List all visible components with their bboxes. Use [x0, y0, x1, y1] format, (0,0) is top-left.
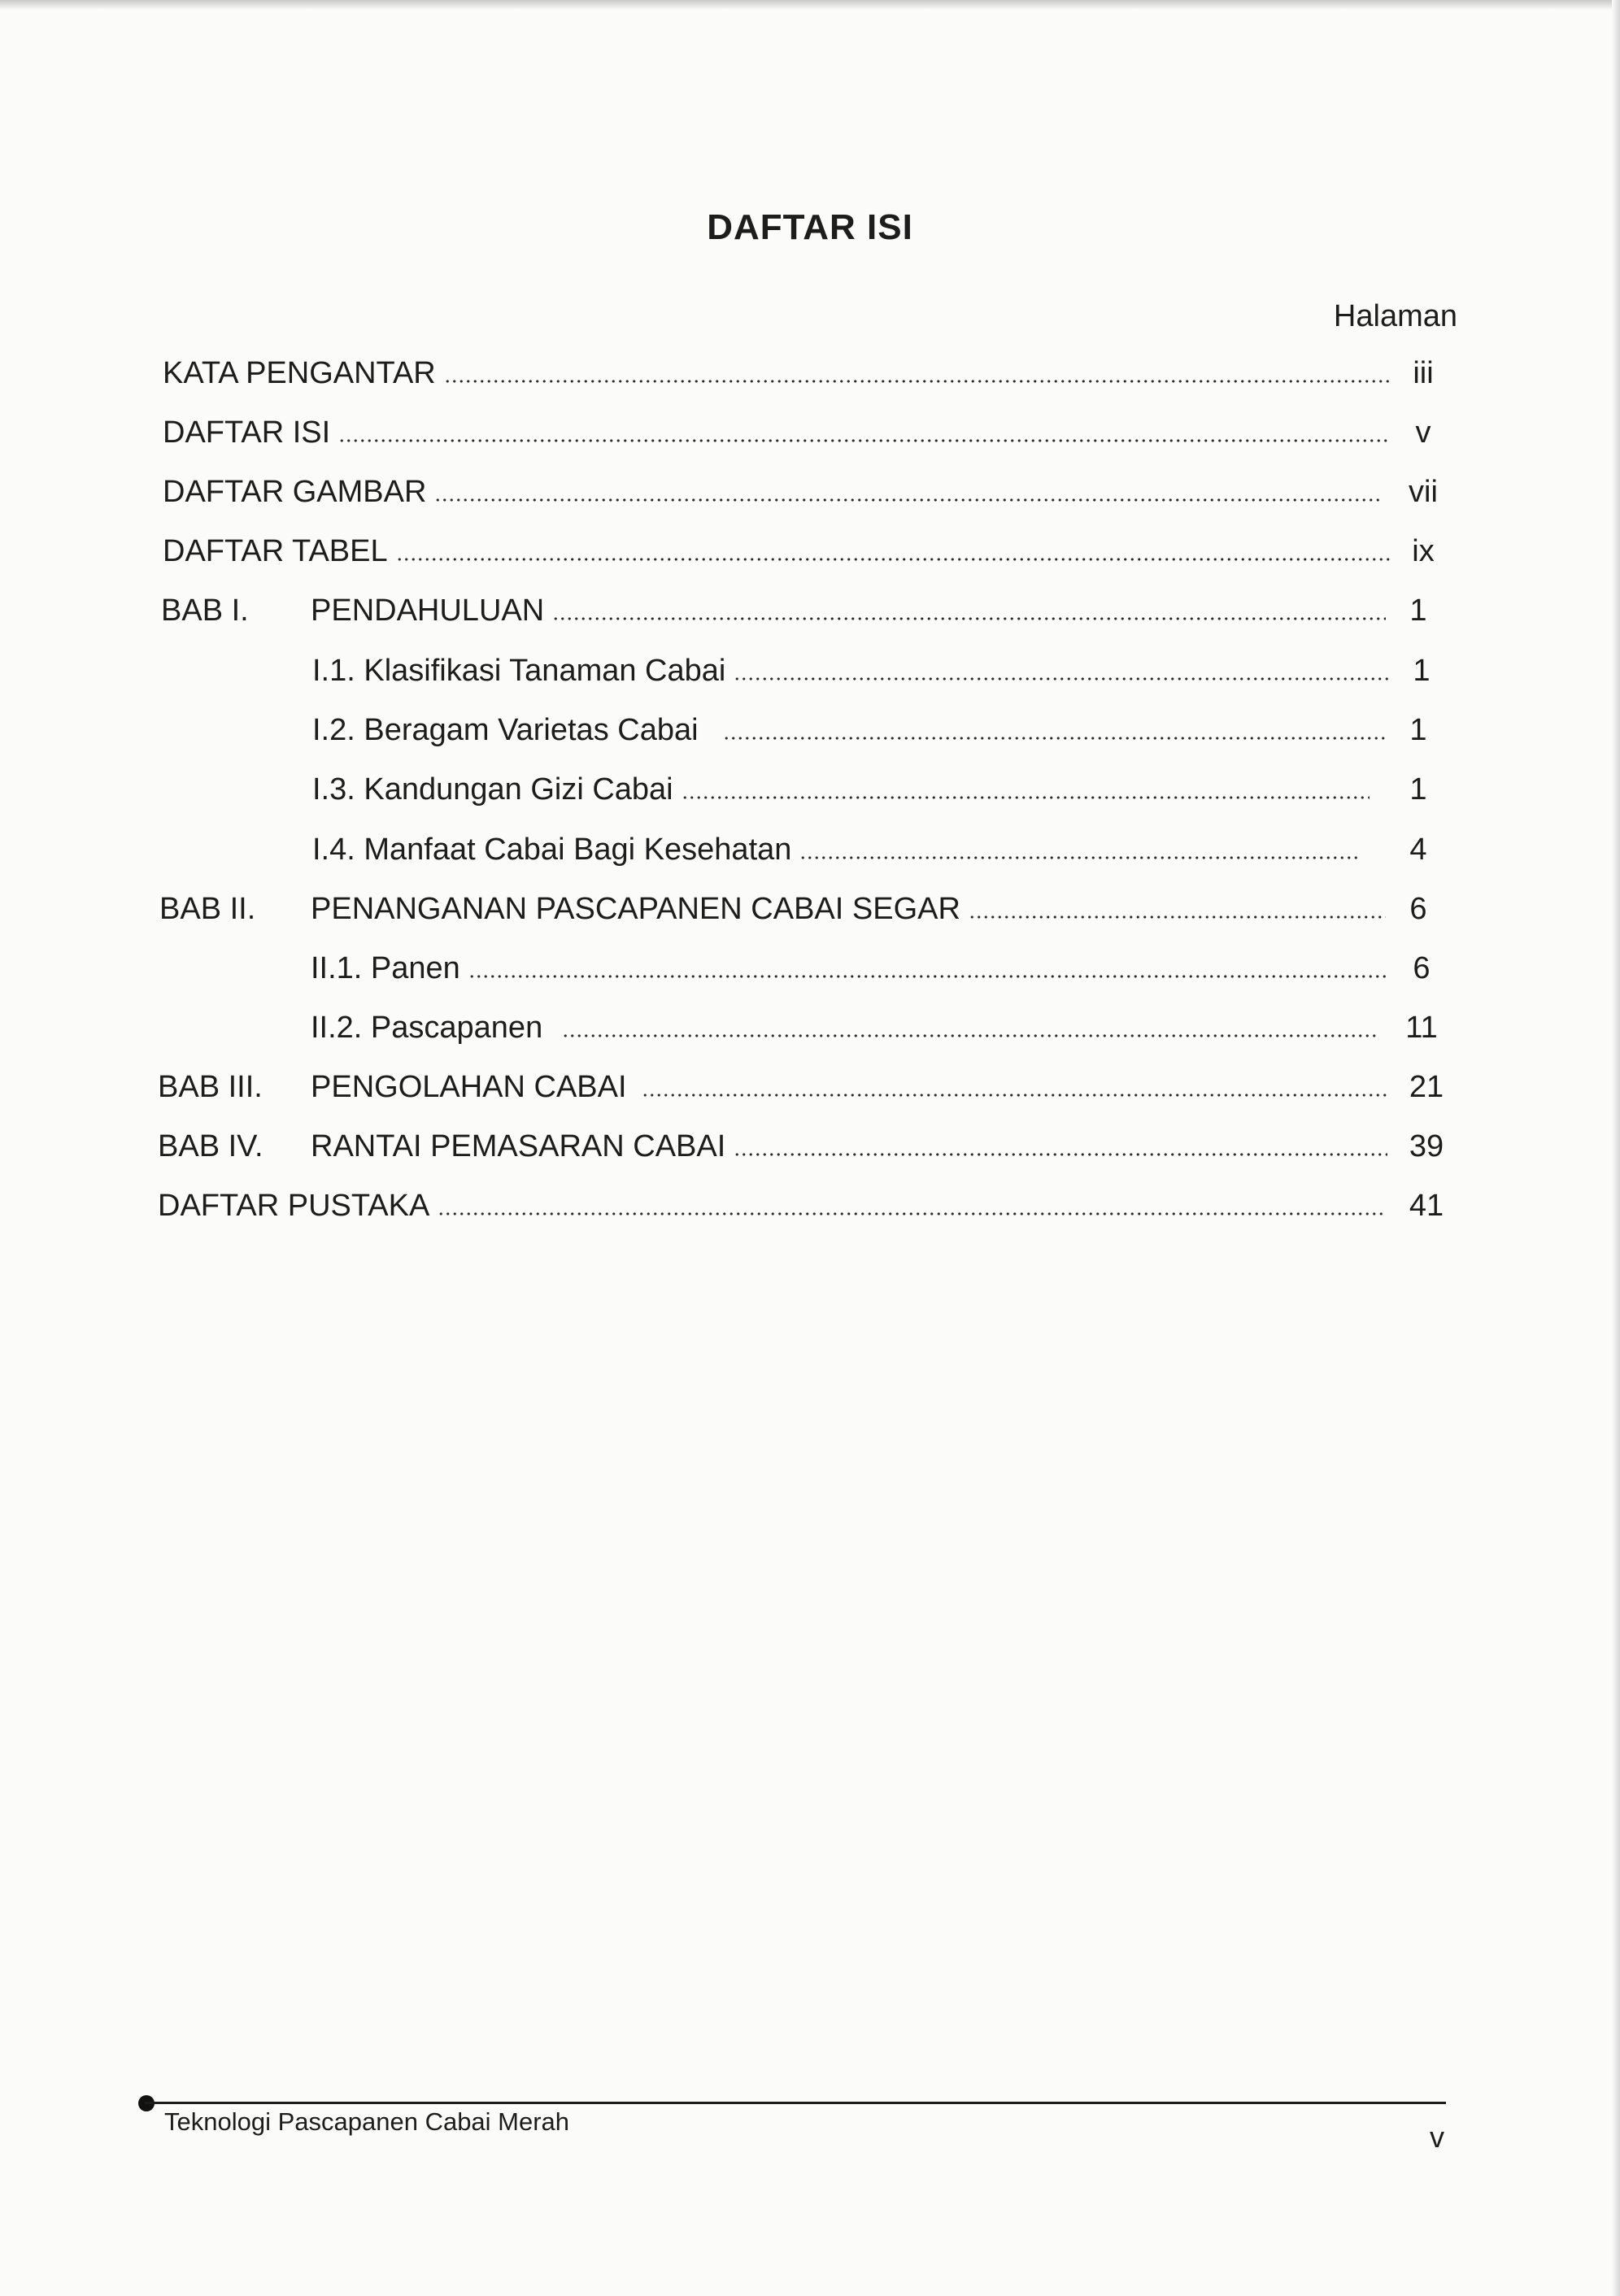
toc-entry-2-1[interactable]	[311, 946, 1431, 987]
footer-rule	[145, 2102, 1446, 2104]
toc-entry-title: KATA PENGANTAR	[163, 356, 436, 390]
dot-leader	[734, 1152, 1387, 1157]
toc-entry-1-1[interactable]	[312, 649, 1431, 689]
toc-entry-page: v	[1415, 415, 1431, 450]
toc-entry-title: DAFTAR ISI	[163, 415, 331, 450]
dot-leader	[438, 1211, 1383, 1216]
toc-entry-1-4[interactable]	[312, 828, 1427, 868]
toc-entry-title: I.2. Beragam Varietas Cabai	[312, 713, 699, 747]
toc-entry-page: 41	[1409, 1189, 1444, 1223]
toc-entry-title: PENGOLAHAN CABAI	[311, 1070, 627, 1104]
toc-entry-title: I.3. Kandungan Gizi Cabai	[312, 772, 673, 807]
toc-entry-title: I.1. Klasifikasi Tanaman Cabai	[312, 654, 726, 688]
dot-leader	[338, 438, 1391, 443]
dot-leader	[562, 1033, 1378, 1038]
toc-entry-title: DAFTAR GAMBAR	[163, 475, 427, 509]
toc-entry-title: II.1. Panen	[311, 951, 460, 985]
toc-entry-page: 1	[1409, 772, 1427, 807]
toc-entry-title: RANTAI PEMASARAN CABAI	[311, 1129, 726, 1163]
page-title: DAFTAR ISI	[707, 207, 913, 247]
toc-entry-page: iii	[1413, 356, 1434, 390]
dot-leader	[734, 676, 1389, 681]
dot-leader	[434, 498, 1383, 502]
footer-book-title: Teknologi Pascapanen Cabai Merah	[164, 2107, 570, 2136]
dot-leader	[396, 557, 1391, 562]
toc-entry-page: 11	[1405, 1011, 1438, 1045]
toc-entry-page: 4	[1409, 833, 1427, 867]
toc-entry-daftar-gambar[interactable]	[163, 470, 1438, 511]
toc-entry-daftar-pustaka[interactable]	[158, 1184, 1444, 1224]
toc-entry-1-3[interactable]	[312, 768, 1427, 808]
toc-entry-page: 1	[1413, 654, 1431, 688]
dot-leader	[799, 855, 1358, 860]
toc-entry-page: 39	[1409, 1129, 1444, 1163]
footer-page-number: v	[1430, 2120, 1444, 2154]
toc-entry-page: 6	[1409, 892, 1427, 926]
dot-leader	[552, 616, 1386, 621]
toc-entry-page: vii	[1409, 475, 1438, 509]
toc-entry-title: DAFTAR PUSTAKA	[158, 1189, 430, 1223]
toc-entry-bab-2[interactable]	[159, 887, 1427, 928]
toc-entry-bab-4[interactable]	[158, 1124, 1444, 1165]
toc-entry-chapter: BAB IV.	[158, 1129, 263, 1163]
toc-entry-bab-3[interactable]	[158, 1065, 1444, 1106]
dot-leader	[444, 379, 1391, 384]
toc-entry-page: 1	[1409, 713, 1427, 747]
toc-entry-daftar-isi[interactable]	[163, 411, 1431, 451]
toc-entry-chapter: BAB II.	[159, 892, 256, 926]
toc-entry-title: PENDAHULUAN	[311, 594, 545, 628]
toc-entry-page: 6	[1413, 951, 1431, 985]
toc-entry-bab-1[interactable]	[161, 589, 1427, 629]
dot-leader	[468, 974, 1389, 979]
toc-entry-kata-pengantar[interactable]	[163, 351, 1434, 392]
toc-entry-page: 1	[1409, 594, 1427, 628]
page-column-label: Halaman	[1333, 299, 1457, 333]
toc-entry-title: PENANGANAN PASCAPANEN CABAI SEGAR	[311, 892, 960, 926]
dot-leader	[642, 1093, 1387, 1098]
toc-entry-2-2[interactable]	[311, 1006, 1438, 1046]
toc-entry-daftar-tabel[interactable]	[163, 529, 1435, 570]
toc-entry-chapter: BAB III.	[158, 1070, 263, 1104]
toc-entry-title: I.4. Manfaat Cabai Bagi Kesehatan	[312, 833, 792, 867]
toc-entry-page: ix	[1412, 534, 1435, 568]
toc-entry-title: II.2. Pascapanen	[311, 1011, 543, 1045]
toc-entry-1-2[interactable]	[312, 708, 1427, 749]
toc-entry-page: 21	[1409, 1070, 1444, 1104]
dot-leader	[682, 795, 1370, 800]
dot-leader	[723, 736, 1386, 741]
toc-entry-title: DAFTAR TABEL	[163, 534, 388, 568]
dot-leader	[969, 915, 1386, 920]
toc-entry-chapter: BAB I.	[161, 594, 249, 628]
